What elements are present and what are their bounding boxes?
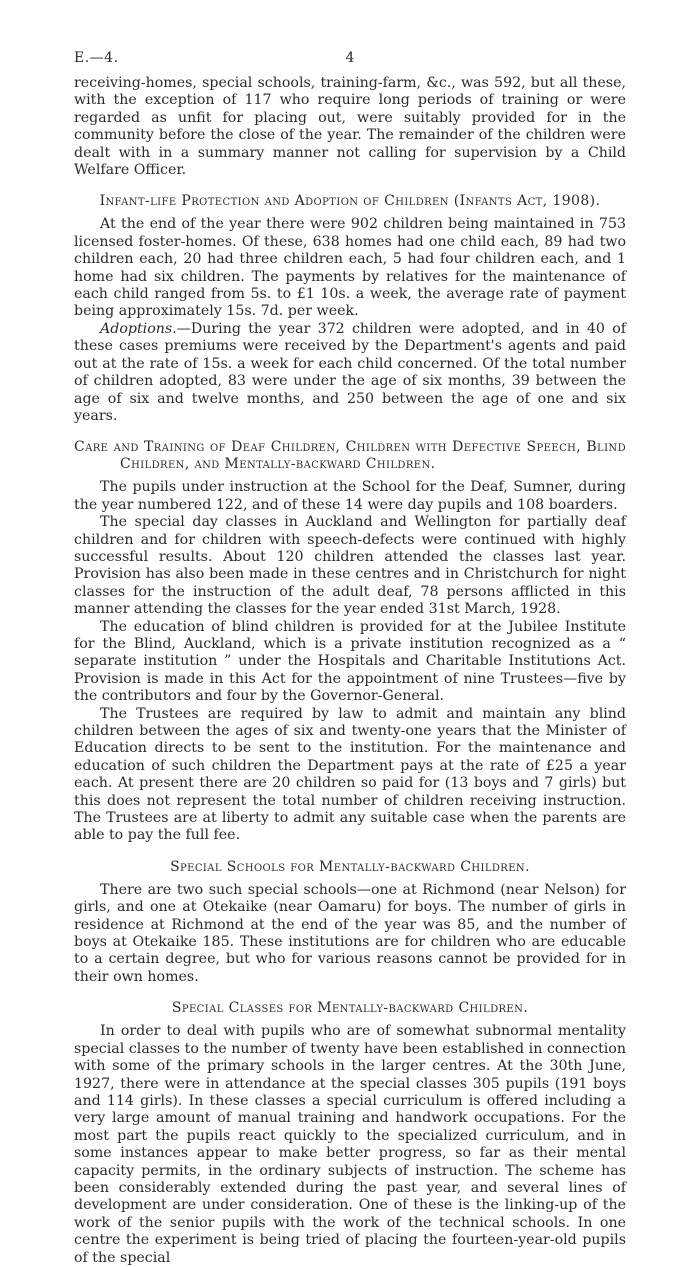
paragraph-school-for-deaf: The pupils under instruction at the School for the Deaf, Sumner, during the year numbered 122, and of these 14 were day pupils and 108 boarders. — [74, 479, 626, 513]
paragraph-continuation: receiving-homes, special schools, training-farm, &c., was 592, but all these, with the exception of 117 who require long periods of training or were regarded as unfit for placing out, were suitably provided for in the community before the close of the year. The remainder of the children were dealt with in a summary manner not calling for supervision by a Child Welfare Officer. — [74, 75, 626, 179]
paragraph-special-day-classes: The special day classes in Auckland and Wellington for partially deaf children and for children with speech-defects were continued with highly successful results. About 120 children attended the classes last year. Provision has also been made in these centres and in Christchurch for night classes for the instruction of the adult deaf, 78 persons afflicted in this manner attending the classes for the year ended 31st March, 1928. — [74, 514, 626, 618]
paragraph-trustees: The Trustees are required by law to admit and maintain any blind children between the ages of six and twenty-one years that the Minister of Education directs to be sent to the institution. For the maintenance and education of such children the Department pays at the rate of £25 a year each. At present there are 20 children so paid for (13 boys and 7 girls) but this does not represent the total number of children receiving instruction. The Trustees are at liberty to admit any suitable case when the parents are able to pay the full fee. — [74, 705, 626, 844]
adoptions-text: —During the year 372 children were adopted, and in 40 of these cases premiums were received by the Department's agents and paid out at the rate of 15s. a week for each child concerned. Of the total number of children adopted, 83 were under the age of six months, 39 between the age of six and twelve months, and 250 between the age of one and six years. — [74, 320, 626, 424]
paragraph-special-schools: There are two such special schools—one at Richmond (near Nelson) for girls, and one at Otekaike (near Oamaru) for boys. The number of girls in residence at Richmond at the end of the year was 85, and the number of boys at Otekaike 185. These institutions are for children who are educable to a certain degree, but who for various reasons cannot be provided for in their own homes. — [74, 881, 626, 985]
page-body — [74, 75, 626, 1267]
heading-special-schools: Special Schools for Mentally-backward Children. — [170, 858, 530, 875]
paragraph-adoptions — [74, 321, 626, 425]
paragraph-blind-children: The education of blind children is provided for at the Jubilee Institute for the Blind, Auckland, which is a private institution recognized as a “ separate institution ” under the Hospitals and Charitable Institutions Act. Provision is made in this Act for the appointment of nine Trustees—five by the contributors and four by the Governor-General. — [74, 618, 626, 705]
page-header — [74, 50, 626, 70]
page-reference: E.—4. — [74, 50, 119, 66]
heading-special-classes: Special Classes for Mentally-backward Children. — [171, 1000, 529, 1017]
heading-infant-life-protection: Infant-life Protection and Adoption of Children (Infants Act, 1908). — [99, 193, 601, 210]
paragraph-foster-homes: At the end of the year there were 902 children being maintained in 753 licensed foster-homes. Of these, 638 homes had one child each, 89 had two children each, 20 had three children each, 5 had four children each, and 1 home had six children. The payments by relatives for the maintenance of each child ranged from 5s. to £1 10s. a week, the average rate of payment being approximately 15s. 7d. per week. — [74, 216, 626, 320]
paragraph-special-classes: In order to deal with pupils who are of somewhat subnormal mentality special classes to the number of twenty have been established in connection with some of the primary schools in the larger centres. At the 30th June, 1927, there were in attendance at the special classes 305 pupils (191 boys and 114 girls). In these classes a special curriculum is offered including a very large amount of manual training and handwork occupations. For the most part the pupils react quickly to the specialized curriculum, and in some instances appear to make better progress, so far as their mental capacity permits, in the ordinary subjects of instruction. The scheme has been considerably extended during the past year, and several lines of development are under consideration. One of these is the linking-up of the work of the senior pupils with the work of the technical schools. In one centre the experiment is being tried of placing the fourteen-year-old pupils of the special — [74, 1023, 626, 1266]
page-number: 4 — [345, 50, 355, 66]
heading-care-and-training: Care and Training of Deaf Children, Children with Defective Speech, Blind Children, and Mentally-backward Children. — [74, 439, 626, 473]
adoptions-label: Adoptions. — [100, 320, 177, 337]
